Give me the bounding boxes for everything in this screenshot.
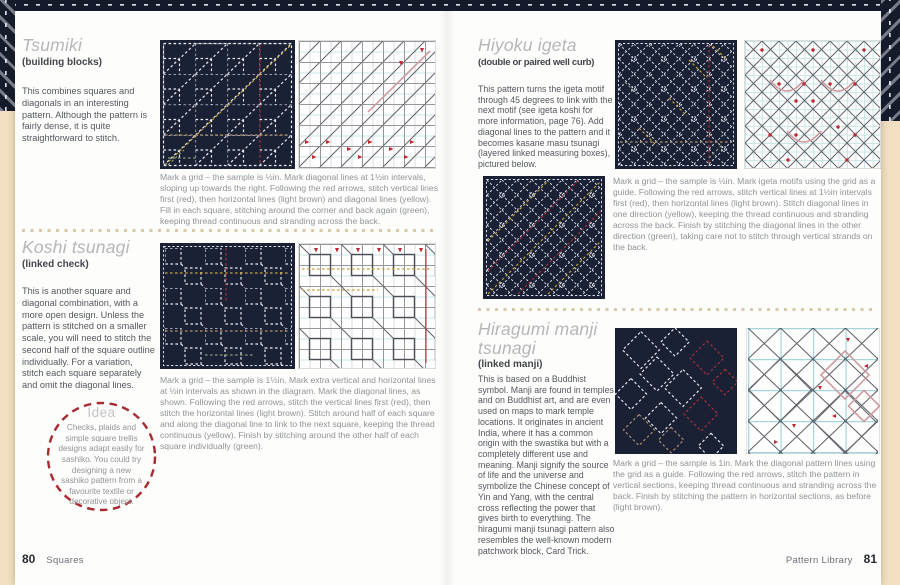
idea-tip-circle: [45, 400, 158, 513]
section-header-tsumiki: [22, 36, 157, 68]
caption-tsumiki: Mark a grid – the sample is ½in. Mark diagonal lines at 1½in intervals, sloping up towards the right. Following the red arrows, stitch vertical lines first (red), then horizontal lines (light brown) and diagonal lines (yellow). Fill in each square, stitching around the corner and back again (green), keeping thread continuous and stranding across the back.: [160, 172, 438, 227]
hiyoku-igeta-diagram-image: [744, 40, 881, 169]
footer-right: [640, 552, 877, 566]
section-body-hiyoku-igeta: This pattern turns the igeta motif through 45 degrees to link with the next motif (see igeta koshi for more information, page 76). Add diagonal lines to the pattern and it becomes kasane masu tsunagi (layered linked measuring boxes), pictured below.: [478, 84, 613, 170]
fabric-background-top: [0, 0, 900, 11]
footer-label-left: Squares: [46, 555, 84, 566]
tsumiki-fabric-swatch-image: [160, 40, 295, 169]
manji-diagram-image: [746, 328, 880, 454]
section-subtitle: (double or paired well curb): [478, 56, 595, 68]
idea-body: Checks, plaids and simple square trellis designs adapt easily for sashiko. You could try designing a new sashiko pattern from a favourite textile or decorative object.: [58, 422, 145, 507]
section-title: Hiragumi manji tsunagi: [478, 319, 598, 358]
section-subtitle: (building blocks): [22, 56, 102, 68]
section-title: Tsumiki: [22, 35, 83, 55]
dotted-divider-right: [478, 308, 874, 311]
manji-fabric-swatch-image: [615, 328, 737, 454]
section-body-koshi-tsunagi: This is another square and diagonal combination, with a more open design. Unless the pattern is stitched on a smaller scale, you will need to stitch the second half of the square outline individually. For a variation, stitch each square separately and omit the diagonal lines.: [22, 286, 155, 391]
section-header-hiragumi-manji: [478, 320, 618, 370]
dotted-divider-left: [22, 229, 437, 232]
fabric-background-left: [0, 0, 15, 111]
section-body-tsumiki: This combines squares and diagonals in an interesting pattern. Although the pattern is fairly dense, it is quite straightforward to stitch.: [22, 86, 148, 144]
section-header-koshi-tsunagi: [22, 238, 157, 270]
fabric-background-right: [881, 0, 900, 121]
footer-left: [22, 552, 84, 566]
page-number-right: 81: [863, 552, 877, 566]
tsumiki-diagram-image: [298, 40, 436, 169]
idea-title: Idea: [87, 404, 116, 420]
koshi-tsunagi-fabric-swatch-image: [160, 243, 295, 369]
koshi-tsunagi-diagram-image: [298, 243, 436, 369]
section-subtitle: (linked check): [22, 258, 89, 270]
caption-hiyoku-igeta: Mark a grid – the sample is ½in. Mark igeta motifs using the grid as a guide. Following the red arrows, stitch vertical lines at 1½in intervals first (red), then horizontal lines (light brown). Stitch diagonal lines in one direction (yellow), keeping the thread continuous and stranding across the back. Finish by stitching the diagonal lines in the other direction (green), taking care not to stitch through vertical strands on the back.: [613, 176, 876, 253]
page-gutter: [439, 11, 455, 585]
section-header-hiyoku-igeta: [478, 36, 618, 68]
caption-hiragumi-manji: Mark a grid – the sample is 1in. Mark the diagonal pattern lines using the grid as a guide. Following the red arrows, stitch the pattern in vertical sections, keeping thread continuous and stranding across the back. Finish by stitching the pattern in horizontal sections, as before (light brown).: [613, 458, 877, 513]
section-title: Koshi tsunagi: [22, 237, 130, 257]
section-title: Hiyoku igeta: [478, 35, 577, 55]
kasane-masu-tsunagi-fabric-swatch-image: [483, 176, 605, 299]
page-number-left: 80: [22, 552, 36, 566]
footer-label-right: Pattern Library: [785, 555, 853, 566]
hiyoku-igeta-fabric-swatch-image: [615, 40, 737, 169]
section-subtitle: (linked manji): [478, 359, 543, 371]
caption-koshi-tsunagi: Mark a grid – the sample is 1½in. Mark extra vertical and horizontal lines at ½in intervals as shown in the diagram. Mark the diagonal lines, as shown. Following the red arrows, stitch the vertical lines first (red), then stitch the horizontal lines (light brown). Stitch around half of each square and along the diagonal line to link to the next square, keeping the thread continuous (yellow). Finish by stitching around the other half of each square individually (green).: [160, 375, 436, 452]
section-body-hiragumi-manji: This is based on a Buddhist symbol. Manji are found in temples and on Buddhist art, and are even used on maps to mark temple locations. It originates in ancient India, where it has a common origin with the swastika but with a completely different use and meaning. Manji signify the source of life and the universe and symbolize the Chinese concept of Yin and Yang, with the central cross reflecting the power that gives birth to everything. The hiragumi manji tsunagi pattern also resembles the well-known modern patchwork block, Card Trick.: [478, 374, 615, 556]
